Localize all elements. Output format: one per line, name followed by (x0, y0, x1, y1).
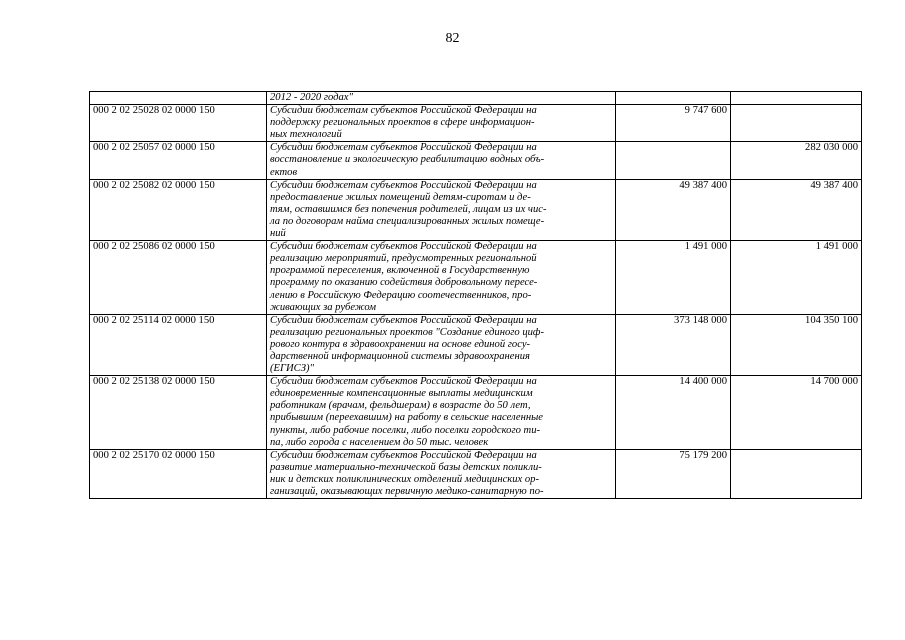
budget-code-cell: 000 2 02 25170 02 0000 150 (90, 449, 267, 498)
budget-code-cell: 000 2 02 25028 02 0000 150 (90, 105, 267, 142)
table-row (90, 92, 862, 105)
table-row (90, 105, 862, 142)
amount-cell-2: 1 491 000 (731, 241, 862, 315)
description-cell: Субсидии бюджетам субъектов Российской Федерации на восстановление и экологическую реабилитацию водных объ- ектов (267, 142, 616, 179)
amount-cell-1 (616, 92, 731, 105)
table-row (90, 241, 862, 315)
amount-cell-1 (616, 142, 731, 179)
budget-revenue-table (89, 91, 862, 499)
description-cell: Субсидии бюджетам субъектов Российской Федерации на развитие материально-технической базы детских поликли- ник и детских поликлинических отделений медицинских ор- ганизаций, оказывающих первичную медико-санитарную по- (267, 449, 616, 498)
budget-code-cell: 000 2 02 25138 02 0000 150 (90, 376, 267, 450)
budget-code-cell: 000 2 02 25114 02 0000 150 (90, 314, 267, 375)
amount-cell-1: 373 148 000 (616, 314, 731, 375)
description-cell: Субсидии бюджетам субъектов Российской Федерации на реализацию мероприятий, предусмотренных региональной программой переселения, включенной в Государственную программу по оказанию содействия добровольному пересе- лению в Российскую Федерацию соотечественников, про- живающих за рубежом (267, 241, 616, 315)
amount-cell-2: 14 700 000 (731, 376, 862, 450)
table-row (90, 179, 862, 240)
amount-cell-2 (731, 92, 862, 105)
table-row (90, 314, 862, 375)
amount-cell-2 (731, 449, 862, 498)
budget-code-cell: 000 2 02 25057 02 0000 150 (90, 142, 267, 179)
description-cell: 2012 - 2020 годах" (267, 92, 616, 105)
amount-cell-1: 49 387 400 (616, 179, 731, 240)
table-row (90, 376, 862, 450)
amount-cell-2: 282 030 000 (731, 142, 862, 179)
amount-cell-1: 9 747 600 (616, 105, 731, 142)
table-row (90, 142, 862, 179)
table-row (90, 449, 862, 498)
amount-cell-1: 14 400 000 (616, 376, 731, 450)
description-cell: Субсидии бюджетам субъектов Российской Федерации на поддержку региональных проектов в сфере информацион- ных технологий (267, 105, 616, 142)
budget-code-cell: 000 2 02 25086 02 0000 150 (90, 241, 267, 315)
budget-code-cell (90, 92, 267, 105)
budget-code-cell: 000 2 02 25082 02 0000 150 (90, 179, 267, 240)
amount-cell-2: 49 387 400 (731, 179, 862, 240)
page-number: 82 (445, 31, 460, 46)
description-cell: Субсидии бюджетам субъектов Российской Федерации на единовременные компенсационные выплаты медицинским работникам (врачам, фельдшерам) в возрасте до 50 лет, прибывшим (переехавшим) на работу в сельские населенные пункты, либо рабочие поселки, либо поселки городского ти- па, либо города с населением до 50 тыс. человек (267, 376, 616, 450)
description-cell: Субсидии бюджетам субъектов Российской Федерации на реализацию региональных проектов "Создание единого циф- рового контура в здравоохранении на основе единой госу- дарственной информационной системы здравоохранения (ЕГИСЗ)" (267, 314, 616, 375)
amount-cell-1: 75 179 200 (616, 449, 731, 498)
amount-cell-2: 104 350 100 (731, 314, 862, 375)
amount-cell-1: 1 491 000 (616, 241, 731, 315)
description-cell: Субсидии бюджетам субъектов Российской Федерации на предоставление жилых помещений детям-сиротам и де- тям, оставшимся без попечения родителей, лицам из их чис- ла по договорам найма специализированных жилых помеще- ний (267, 179, 616, 240)
amount-cell-2 (731, 105, 862, 142)
